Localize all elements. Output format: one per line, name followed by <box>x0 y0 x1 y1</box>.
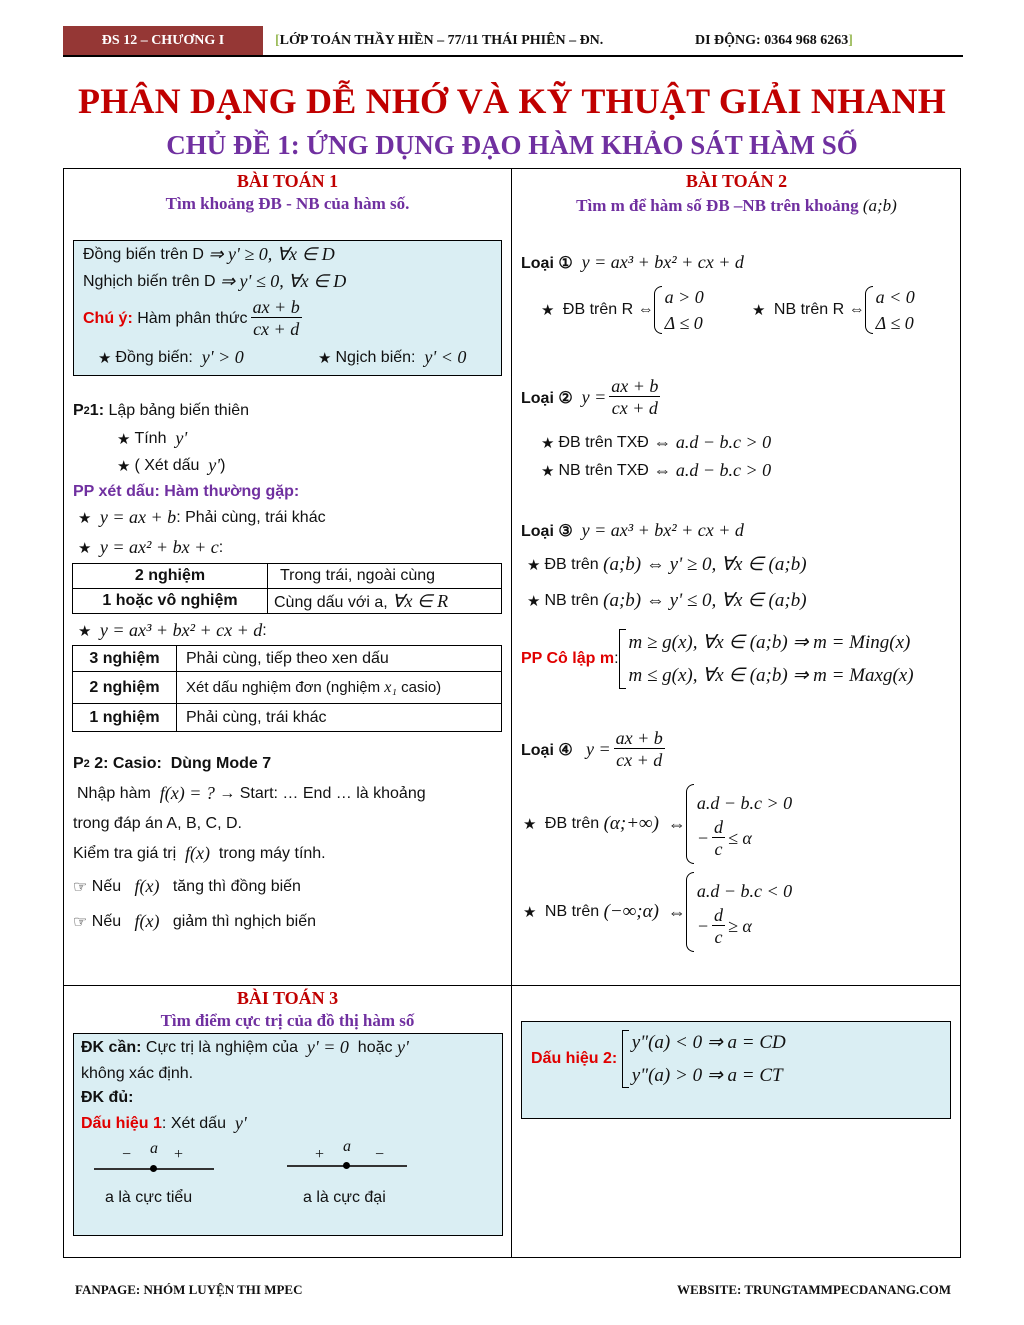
type4-nb-interval: (−∞;α) <box>603 901 659 922</box>
type4-decreasing <box>523 872 792 952</box>
type1-nb-text: NB trên R ⇔ <box>773 301 865 318</box>
sign-plus: + <box>315 1146 325 1163</box>
method1-step1 <box>117 428 187 449</box>
if-text: Nếu <box>91 877 122 895</box>
table-row <box>73 704 502 732</box>
dec-math: y' < 0 <box>424 347 467 367</box>
point-a: a <box>150 1140 158 1157</box>
fraction-numerator: d <box>713 904 723 925</box>
fraction-denominator: c <box>714 838 723 859</box>
system-brace <box>654 284 704 336</box>
roots-cell: 2 nghiệm <box>73 564 268 589</box>
type4-heading <box>521 728 668 771</box>
quadratic-math: y = ax² + bx + c <box>99 537 219 557</box>
step2-close: ) <box>220 456 226 474</box>
d-over-c <box>712 905 725 948</box>
table-row <box>73 564 502 589</box>
condition-rest: ≥ α <box>727 916 752 936</box>
star-icon: ★ <box>752 302 766 319</box>
d-over-c <box>712 817 725 860</box>
point-dot <box>343 1162 350 1169</box>
system-conditions <box>697 877 792 948</box>
type1-increasing <box>541 284 704 336</box>
hand-pointer-icon: ☞ <box>73 878 88 896</box>
point-a: a <box>343 1138 351 1155</box>
sign2-label: Dấu hiệu 2: <box>531 1050 618 1067</box>
class-info: LỚP TOÁN THẦY HIỀN – 77/11 THÁI PHIÊN – ĐN. <box>279 33 604 48</box>
condition: a > 0 <box>664 287 704 307</box>
quadratic-colon: : <box>218 538 224 556</box>
condition: m ≤ g(x), ∀x ∈ (a;b) ⇒ m = Maxg(x) <box>628 665 914 686</box>
necessary-math2: y' <box>396 1037 409 1057</box>
condition: Δ ≤ 0 <box>875 313 914 333</box>
type1-decreasing <box>752 284 915 336</box>
cubic-rule <box>78 620 267 641</box>
type4-db-interval: (α;+∞) <box>603 813 659 834</box>
method2-if-increase <box>73 876 301 897</box>
condition: a.d − b.c > 0 <box>696 792 793 813</box>
brace-icon <box>865 286 873 334</box>
type4-increasing <box>523 784 792 864</box>
necessary-math: y' = 0 <box>306 1037 349 1057</box>
isolate-m-method <box>521 626 914 692</box>
minimum-sign-chart <box>94 1140 216 1174</box>
star-icon: ★ <box>117 457 131 475</box>
rule-cell: Trong trái, ngoài cùng <box>268 564 502 589</box>
footer-website: WEBSITE: TRUNGTAMMPECDANANG.COM <box>677 1282 951 1297</box>
star-icon: ★ <box>117 430 131 448</box>
sign2-box <box>521 1021 951 1119</box>
step1-text: Tính <box>134 429 167 447</box>
system-brace <box>865 284 915 336</box>
star-icon: ★ <box>78 539 92 557</box>
table-row <box>73 646 502 672</box>
column-divider <box>511 168 512 1258</box>
system-conditions <box>632 1026 786 1092</box>
inc-math: y' > 0 <box>201 347 244 367</box>
rule-text: Xét dấu nghiệm đơn (nghiệm <box>186 678 381 696</box>
type3-db-text: ĐB trên <box>544 555 599 573</box>
table-row <box>73 672 502 704</box>
if-math: f(x) <box>134 911 160 931</box>
type1-db-text: ĐB trên R ⇔ <box>562 301 654 318</box>
method2-line1 <box>77 783 426 804</box>
cubic-table <box>72 645 502 732</box>
sign1-text: Xét dấu <box>170 1114 226 1132</box>
method2-heading <box>73 755 271 773</box>
maximum-caption: a là cực đại <box>303 1189 386 1206</box>
problem3-subtitle: Tìm điểm cực trị của đồ thị hàm số <box>160 1011 415 1030</box>
fraction-numerator: ax + b <box>611 376 659 396</box>
bracket-icon <box>619 629 626 689</box>
problem1-subtitle: Tìm khoảng ĐB - NB của hàm số. <box>165 194 410 213</box>
row-divider <box>63 985 961 986</box>
condition: y"(a) > 0 ⇒ a = CT <box>631 1065 783 1086</box>
type2-label: Loại ② <box>521 389 573 407</box>
condition <box>697 905 792 948</box>
type2-lhs: y = <box>581 387 607 407</box>
note-text: Hàm phân thức <box>137 309 248 327</box>
necessary-label: ĐK cần: <box>81 1038 142 1056</box>
roots-cell: 2 nghiệm <box>73 672 177 704</box>
type3-nb-math: (a;b) ⇔ y' ≤ 0, ∀x ∈ (a;b) <box>603 590 807 611</box>
necessary-text: Cực trị là nghiệm của <box>145 1038 299 1056</box>
increasing-label: Đồng biến trên D <box>83 245 204 263</box>
type3-increasing <box>527 553 807 576</box>
type1-math: y = ax³ + bx² + cx + d <box>581 252 744 272</box>
type4-label: Loại ④ <box>521 741 573 759</box>
type1-label: Loại ① <box>521 254 573 272</box>
system-bracket <box>619 626 914 692</box>
sign1-colon: : <box>161 1114 167 1132</box>
minimum-caption: a là cực tiểu <box>105 1189 193 1206</box>
type2-heading <box>521 376 663 419</box>
increasing-math: ⇒ y' ≥ 0, ∀x ∈ D <box>208 244 335 264</box>
linear-rule <box>78 507 326 528</box>
star-icon: ★ <box>318 349 332 367</box>
method2-sup: 2 <box>83 758 90 770</box>
sign2-rule <box>531 1026 786 1092</box>
rule-cell: Phải cùng, tiếp theo xen dấu <box>177 646 502 672</box>
star-icon: ★ <box>523 816 537 833</box>
system-conditions <box>876 284 915 336</box>
note-rule <box>83 297 305 340</box>
condition: a < 0 <box>875 287 915 307</box>
method1-heading <box>73 402 249 420</box>
system-conditions <box>629 626 914 692</box>
type4-fraction <box>614 728 665 771</box>
check-tail: trong máy tính. <box>218 844 326 862</box>
method1-text: Lập bảng biến thiên <box>108 402 250 419</box>
method2-line3 <box>73 843 326 864</box>
star-icon: ★ <box>523 904 537 921</box>
roots-cell: 1 nghiệm <box>73 704 177 732</box>
isolate-m-colon: : <box>614 650 619 667</box>
type3-nb-text: NB trên <box>544 591 599 609</box>
check-math: f(x) <box>185 843 211 863</box>
sign1-rule <box>81 1113 247 1134</box>
star-icon: ★ <box>78 622 92 640</box>
sign-plus: + <box>174 1146 184 1163</box>
star-icon: ★ <box>78 509 92 527</box>
cubic-math: y = ax³ + bx² + cx + d <box>99 620 263 640</box>
start-end-text: → Start: … End … là khoảng <box>219 784 426 802</box>
brace-icon <box>686 872 694 952</box>
star-icon: ★ <box>527 556 541 574</box>
sufficient-label: ĐK đủ: <box>81 1089 134 1106</box>
if-text: Nếu <box>91 912 122 930</box>
problem2-subtitle <box>512 196 961 216</box>
table-row <box>73 589 502 614</box>
star-icon: ★ <box>541 302 555 319</box>
bracket-icon <box>622 1030 629 1088</box>
rule-math: ∀x ∈ R <box>392 590 449 611</box>
sign1-label: Dấu hiệu 1 <box>81 1114 162 1132</box>
equiv-symbol: ⇔ <box>667 813 686 834</box>
brace-icon <box>686 784 694 864</box>
footer-fanpage: FANPAGE: NHÓM LUYỆN THI MPEC <box>75 1282 303 1297</box>
type2-nb-math: ⇔ a.d − b.c > 0 <box>653 460 772 480</box>
rule-math: x₁ <box>384 678 397 696</box>
method2-p: P <box>73 755 84 772</box>
sign-minus: − <box>122 1146 132 1163</box>
linear-math: y = ax + b <box>99 507 177 527</box>
fraction-numerator: ax + b <box>615 728 663 748</box>
method2-title: 2: Casio: Dùng Mode 7 <box>89 755 272 772</box>
chapter-tag: ĐS 12 – CHƯƠNG I <box>63 26 263 56</box>
type2-increasing <box>541 432 771 453</box>
increasing-rule <box>83 244 335 265</box>
fraction-denominator: cx + d <box>616 750 663 770</box>
rule-cell: Phải cùng, trái khác <box>177 704 502 732</box>
type4-nb-text: NB trên <box>544 903 600 920</box>
equiv-symbol: ⇔ <box>667 901 686 922</box>
type3-math: y = ax³ + bx² + cx + d <box>581 520 744 540</box>
star-icon: ★ <box>541 434 555 452</box>
problem3-box <box>73 1033 503 1236</box>
step2-math: y' <box>208 455 221 475</box>
method1-p: P <box>73 402 84 419</box>
decreasing-rule <box>83 271 346 292</box>
method1-number: 1: <box>89 402 105 419</box>
step2-text: ( Xét dấu <box>134 456 200 474</box>
enter-fn-text: Nhập hàm <box>77 784 151 802</box>
condition-rest: ≤ α <box>727 828 752 848</box>
if-tail: giảm thì nghịch biến <box>172 912 317 930</box>
problem2-subtitle-math: (a;b) <box>862 196 897 215</box>
type2-decreasing <box>541 460 771 481</box>
system-brace <box>686 784 792 864</box>
rational-fraction <box>251 297 302 340</box>
bracket-close: ] <box>848 33 853 48</box>
problem1-summary-box <box>73 240 502 376</box>
condition <box>697 817 792 860</box>
or-text: hoặc <box>357 1038 393 1056</box>
star-icon: ★ <box>98 349 112 367</box>
necessary-line2: không xác định. <box>81 1065 194 1082</box>
fraction-denominator: c <box>714 926 723 947</box>
minus-sign: − <box>696 916 709 936</box>
step1-math: y' <box>175 428 188 448</box>
roots-cell: 3 nghiệm <box>73 646 177 672</box>
if-tail: tăng thì đồng biến <box>172 877 301 895</box>
dec-condition <box>318 347 466 368</box>
problem2-subtitle-text: Tìm m để hàm số ĐB –NB trên khoảng <box>576 196 859 215</box>
star-icon: ★ <box>527 592 541 610</box>
rule-cell <box>268 589 502 614</box>
system-bracket <box>622 1026 786 1092</box>
type4-lhs: y = <box>586 739 611 759</box>
method2-line2: trong đáp án A, B, C, D. <box>73 815 242 832</box>
check-text: Kiểm tra giá trị <box>73 844 177 862</box>
method1-step2 <box>117 455 225 476</box>
type2-fraction <box>609 376 660 419</box>
enter-fn-math: f(x) = ? <box>159 783 215 803</box>
fraction-numerator: ax + b <box>252 297 300 317</box>
header-info <box>263 26 963 56</box>
rule-cell <box>177 672 502 704</box>
star-icon: ★ <box>541 462 555 480</box>
pp-sign-heading: PP xét dấu: Hàm thường gặp: <box>73 483 300 500</box>
system-conditions <box>665 284 704 336</box>
phone-number <box>695 26 853 56</box>
note-label: Chú ý: <box>83 309 133 327</box>
phone-text: DI ĐỘNG: 0364 968 6263 <box>695 33 849 48</box>
system-brace <box>686 872 792 952</box>
minus-sign: − <box>696 828 709 848</box>
type3-heading <box>521 520 744 541</box>
roots-cell: 1 hoặc vô nghiệm <box>73 589 268 614</box>
quadratic-rule <box>78 537 223 558</box>
inc-condition <box>98 347 244 368</box>
necessary-condition <box>81 1037 409 1058</box>
system-conditions <box>697 789 792 860</box>
sign1-math: y' <box>234 1113 247 1133</box>
quadratic-table <box>72 563 502 614</box>
brace-icon <box>654 286 662 334</box>
problem2-heading: BÀI TOÁN 2 <box>685 171 788 191</box>
page-title: PHÂN DẠNG DỄ NHỚ VÀ KỸ THUẬT GIẢI NHANH <box>78 81 946 121</box>
page-subtitle: CHỦ ĐỀ 1: ỨNG DỤNG ĐẠO HÀM KHẢO SÁT HÀM SỐ <box>166 130 858 160</box>
hand-pointer-icon: ☞ <box>73 913 88 931</box>
type3-label: Loại ③ <box>521 522 573 540</box>
fraction-denominator: cx + d <box>611 398 658 418</box>
fraction-denominator: cx + d <box>253 319 300 339</box>
condition: y"(a) < 0 ⇒ a = CD <box>631 1032 786 1053</box>
rule-text: Cùng dấu với a, <box>274 593 388 611</box>
cubic-colon: : <box>262 621 267 639</box>
point-dot <box>150 1165 157 1172</box>
decreasing-label: Nghịch biến trên D <box>83 272 216 290</box>
isolate-m-label: PP Cô lập m <box>521 650 615 667</box>
condition: m ≥ g(x), ∀x ∈ (a;b) ⇒ m = Ming(x) <box>628 632 911 653</box>
decreasing-math: ⇒ y' ≤ 0, ∀x ∈ D <box>219 271 347 291</box>
if-math: f(x) <box>134 876 160 896</box>
page-header <box>63 26 963 56</box>
header-divider <box>63 55 963 57</box>
type2-db-math: ⇔ a.d − b.c > 0 <box>653 432 772 452</box>
type3-db-math: (a;b) ⇔ y' ≥ 0, ∀x ∈ (a;b) <box>603 554 807 575</box>
maximum-sign-chart <box>287 1138 409 1174</box>
problem1-heading: BÀI TOÁN 1 <box>236 171 339 191</box>
condition: Δ ≤ 0 <box>664 313 703 333</box>
method2-if-decrease <box>73 911 316 932</box>
fraction-numerator: d <box>713 816 723 837</box>
problem3-heading: BÀI TOÁN 3 <box>236 988 339 1008</box>
condition: a.d − b.c < 0 <box>696 880 793 901</box>
rule-tail: casio) <box>401 678 442 696</box>
type3-decreasing <box>527 589 807 612</box>
type1-heading <box>521 252 744 273</box>
dec-label: Ngịch biến: <box>335 348 416 366</box>
bracket-open: [ <box>275 33 280 48</box>
type2-nb-text: NB trên TXĐ <box>558 461 649 479</box>
linear-text: : Phải cùng, trái khác <box>176 508 326 526</box>
method1-sup: 2 <box>83 405 90 417</box>
type2-db-text: ĐB trên TXĐ <box>558 433 649 451</box>
sign-minus: − <box>375 1146 385 1163</box>
type4-db-text: ĐB trên <box>544 815 600 832</box>
inc-label: Đồng biến: <box>115 348 193 366</box>
